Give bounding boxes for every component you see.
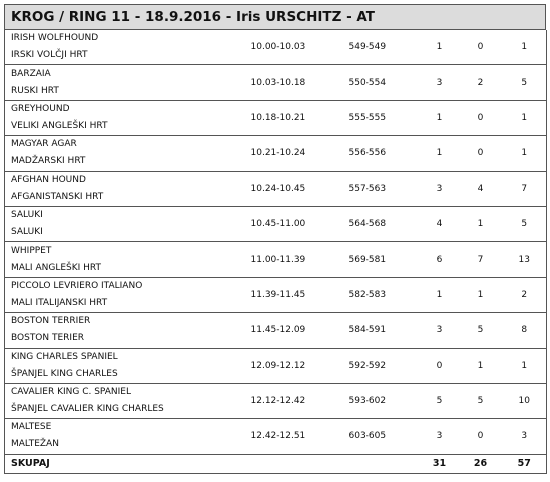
count-females: 1: [459, 206, 503, 241]
count-males: 4: [421, 206, 459, 241]
count-females: 2: [459, 65, 503, 100]
count-total: 10: [503, 383, 547, 418]
breed-name: GREYHOUND: [11, 103, 70, 114]
breed-local-name: RUSKI HRT: [11, 85, 59, 96]
count-males: 0: [421, 348, 459, 383]
breed-name: AFGHAN HOUND: [11, 174, 86, 185]
breed-cell: [5, 65, 251, 100]
total-males: 31: [421, 454, 459, 473]
count-males: 1: [421, 30, 459, 65]
breed-local-name: MALI ITALIJANSKI HRT: [11, 297, 108, 308]
count-total: 1: [503, 30, 547, 65]
breed-cell: [5, 277, 251, 312]
breed-cell: [5, 242, 251, 277]
schedule-table: [4, 30, 547, 474]
breed-cell: [5, 206, 251, 241]
table-row: [5, 277, 547, 312]
breed-cell: [5, 348, 251, 383]
count-males: 1: [421, 136, 459, 171]
catalog-numbers: 550-554: [349, 65, 421, 100]
count-males: 3: [421, 419, 459, 454]
catalog-numbers: 584-591: [349, 313, 421, 348]
total-all: 57: [503, 454, 547, 473]
table-row: [5, 65, 547, 100]
breed-name: BARZAIA: [11, 68, 51, 79]
count-males: 3: [421, 171, 459, 206]
count-total: 13: [503, 242, 547, 277]
catalog-numbers: 593-602: [349, 383, 421, 418]
breed-name: MALTESE: [11, 422, 52, 433]
page-title: KROG / RING 11 - 18.9.2016 - Iris URSCHITZ - AT: [4, 4, 546, 30]
time-slot: 10.00-10.03: [251, 30, 349, 65]
table-body: [5, 30, 547, 473]
time-slot: 10.24-10.45: [251, 171, 349, 206]
count-total: 2: [503, 277, 547, 312]
table-row: [5, 242, 547, 277]
breed-local-name: IRSKI VOLČJI HRT: [11, 50, 88, 61]
catalog-numbers: 555-555: [349, 100, 421, 135]
count-total: 5: [503, 65, 547, 100]
breed-local-name: MALI ANGLEŠKI HRT: [11, 262, 102, 273]
table-row: [5, 171, 547, 206]
catalog-numbers: 564-568: [349, 206, 421, 241]
count-females: 5: [459, 383, 503, 418]
count-females: 0: [459, 30, 503, 65]
breed-cell: [5, 30, 251, 65]
catalog-numbers: 592-592: [349, 348, 421, 383]
count-females: 0: [459, 136, 503, 171]
count-males: 6: [421, 242, 459, 277]
count-males: 3: [421, 65, 459, 100]
time-slot: 10.21-10.24: [251, 136, 349, 171]
table-row: [5, 206, 547, 241]
time-slot: 11.39-11.45: [251, 277, 349, 312]
count-total: 7: [503, 171, 547, 206]
breed-name: MAGYAR AGAR: [11, 139, 77, 150]
breed-cell: [5, 171, 251, 206]
catalog-numbers: 556-556: [349, 136, 421, 171]
breed-local-name: MADŽARSKI HRT: [11, 156, 86, 167]
breed-local-name: BOSTON TERIER: [11, 333, 85, 344]
breed-local-name: ŠPANJEL CAVALIER KING CHARLES: [11, 404, 164, 415]
table-row: [5, 100, 547, 135]
count-males: 3: [421, 313, 459, 348]
catalog-numbers: 603-605: [349, 419, 421, 454]
table-row: [5, 313, 547, 348]
breed-name: PICCOLO LEVRIERO ITALIANO: [11, 280, 143, 291]
breed-name: BOSTON TERRIER: [11, 316, 91, 327]
time-slot: 12.09-12.12: [251, 348, 349, 383]
breed-local-name: AFGANISTANSKI HRT: [11, 191, 104, 202]
breed-local-name: ŠPANJEL KING CHARLES: [11, 368, 118, 379]
catalog-numbers: 549-549: [349, 30, 421, 65]
breed-cell: [5, 136, 251, 171]
count-total: 1: [503, 136, 547, 171]
breed-cell: [5, 383, 251, 418]
empty-cell: [251, 454, 349, 473]
total-females: 26: [459, 454, 503, 473]
breed-name: WHIPPET: [11, 245, 52, 256]
count-females: 0: [459, 419, 503, 454]
time-slot: 12.12-12.42: [251, 383, 349, 418]
catalog-numbers: 582-583: [349, 277, 421, 312]
table-row: [5, 136, 547, 171]
count-females: 7: [459, 242, 503, 277]
count-males: 1: [421, 100, 459, 135]
count-total: 8: [503, 313, 547, 348]
breed-cell: [5, 100, 251, 135]
total-label: SKUPAJ: [5, 454, 251, 473]
count-males: 1: [421, 277, 459, 312]
breed-cell: [5, 313, 251, 348]
count-total: 1: [503, 348, 547, 383]
count-females: 1: [459, 277, 503, 312]
breed-cell: [5, 419, 251, 454]
empty-cell: [349, 454, 421, 473]
catalog-numbers: 569-581: [349, 242, 421, 277]
time-slot: 10.45-11.00: [251, 206, 349, 241]
count-females: 5: [459, 313, 503, 348]
catalog-numbers: 557-563: [349, 171, 421, 206]
time-slot: 10.03-10.18: [251, 65, 349, 100]
breed-name: KING CHARLES SPANIEL: [11, 351, 118, 362]
table-row: [5, 419, 547, 454]
breed-local-name: MALTEŽAN: [11, 439, 59, 450]
count-total: 3: [503, 419, 547, 454]
count-females: 1: [459, 348, 503, 383]
count-total: 5: [503, 206, 547, 241]
schedule-document: [4, 4, 546, 474]
time-slot: 10.18-10.21: [251, 100, 349, 135]
count-females: 4: [459, 171, 503, 206]
count-males: 5: [421, 383, 459, 418]
total-row: [5, 454, 547, 473]
breed-name: CAVALIER KING C. SPANIEL: [11, 387, 132, 398]
time-slot: 11.00-11.39: [251, 242, 349, 277]
table-row: [5, 383, 547, 418]
table-row: [5, 348, 547, 383]
breed-name: SALUKI: [11, 210, 43, 221]
breed-local-name: SALUKI: [11, 227, 43, 238]
table-row: [5, 30, 547, 65]
count-total: 1: [503, 100, 547, 135]
breed-name: IRISH WOLFHOUND: [11, 33, 99, 44]
time-slot: 12.42-12.51: [251, 419, 349, 454]
breed-local-name: VELIKI ANGLEŠKI HRT: [11, 120, 108, 131]
count-females: 0: [459, 100, 503, 135]
time-slot: 11.45-12.09: [251, 313, 349, 348]
